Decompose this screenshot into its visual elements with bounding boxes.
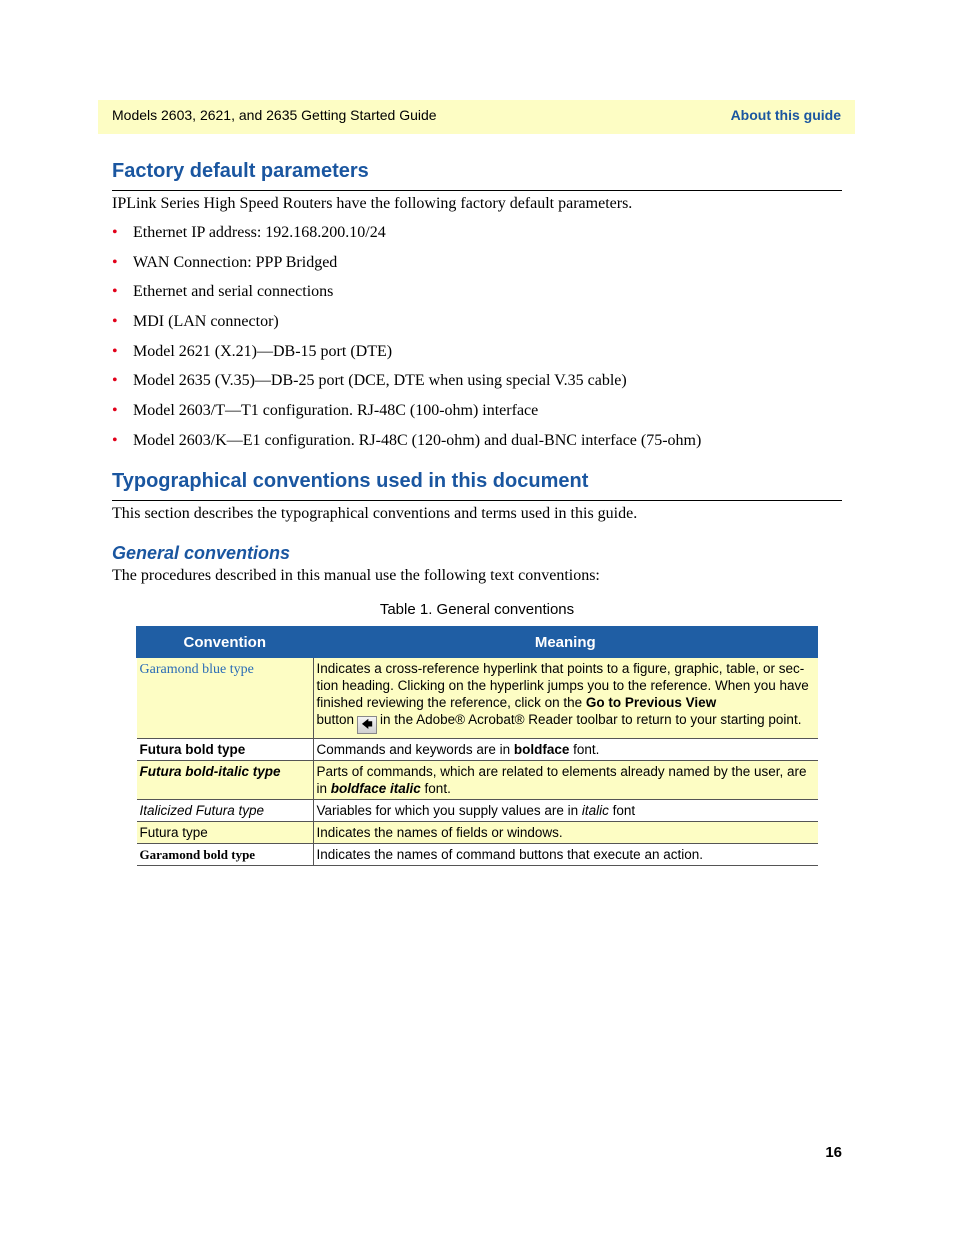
factory-defaults-list (112, 220, 701, 458)
convention-cell[interactable]: Garamond blue type (139, 662, 254, 677)
meaning-cell: Variables for which you supply values are in italic font (313, 800, 818, 822)
meaning-cell: Indicates the names of command buttons that execute an action. (313, 844, 818, 866)
list-item: • Model 2635 (V.35)—DB-25 port (DCE, DTE when using special V.35 cable) (112, 368, 701, 398)
header-doc-title: Models 2603, 2621, and 2635 Getting Started Guide (112, 107, 437, 123)
column-header: Convention (137, 627, 314, 658)
meaning-cell: Indicates the names of fields or windows. (313, 822, 818, 844)
list-item: • WAN Connection: PPP Bridged (112, 250, 701, 280)
list-item: • Model 2603/T—T1 configuration. RJ-48C (100-ohm) interface (112, 398, 701, 428)
section-rule (112, 190, 842, 191)
subsection-intro: The procedures described in this manual use the following text conventions: (112, 567, 600, 584)
table-caption: Table 1. General conventions (379, 601, 575, 618)
column-header: Meaning (313, 627, 818, 658)
convention-cell: Futura type (139, 825, 208, 840)
table-row (137, 800, 818, 822)
meaning-cell: Parts of commands, which are related to elements already named by the user, are in boldface italic font. (313, 761, 818, 800)
list-item: • Ethernet IP address: 192.168.200.10/24 (112, 220, 701, 250)
table-row (137, 844, 818, 866)
running-header (98, 100, 855, 134)
bullet-icon: • (112, 313, 118, 331)
list-item: • Ethernet and serial connections (112, 279, 701, 309)
list-item: • Model 2603/K—E1 configuration. RJ-48C (120-ohm) and dual-BNC interface (75-ohm) (112, 428, 701, 458)
bullet-icon: • (112, 283, 118, 301)
convention-cell: Italicized Futura type (139, 803, 265, 818)
list-item: • MDI (LAN connector) (112, 309, 701, 339)
section-rule (112, 500, 842, 501)
convention-cell: Futura bold-italic type (139, 764, 281, 779)
list-item: • Model 2621 (X.21)—DB-15 port (DTE) (112, 339, 701, 369)
header-section-link[interactable]: About this guide (730, 107, 841, 123)
meaning-cell: Indicates a cross-reference hyperlink that points to a figure, graphic, table, or sec-tion heading. Clicking on the hyperlink jumps you to the reference. When you have finished reviewing the reference, click on the Go to Previous View button 🡄 in the Adobe® Acrobat® Reader toolbar to return to your starting point. (313, 658, 818, 739)
bullet-icon: • (112, 342, 118, 360)
conventions-table (136, 626, 818, 866)
page-number: 16 (825, 1144, 842, 1161)
bullet-icon: • (112, 431, 118, 449)
table-row (137, 761, 818, 800)
bullet-icon: • (112, 372, 118, 390)
bullet-icon: • (112, 224, 118, 241)
convention-cell: Garamond bold type (139, 847, 256, 862)
table-row (137, 658, 818, 739)
section-intro: IPLink Series High Speed Routers have the following factory default parameters. (112, 195, 633, 212)
section-title-typographical: Typographical conventions used in this document (112, 470, 589, 492)
table-row (137, 822, 818, 844)
table-row (137, 739, 818, 761)
subsection-title: General conventions (112, 543, 291, 563)
meaning-cell: Commands and keywords are in boldface font. (313, 739, 818, 761)
section-intro: This section describes the typographical conventions and terms used in this guide. (112, 505, 638, 522)
convention-cell: Futura bold type (139, 742, 246, 757)
section-title-factory-defaults: Factory default parameters (112, 160, 369, 182)
bullet-icon: • (112, 253, 118, 271)
go-to-previous-view-icon: 🡄 (357, 716, 377, 734)
bullet-icon: • (112, 402, 118, 420)
